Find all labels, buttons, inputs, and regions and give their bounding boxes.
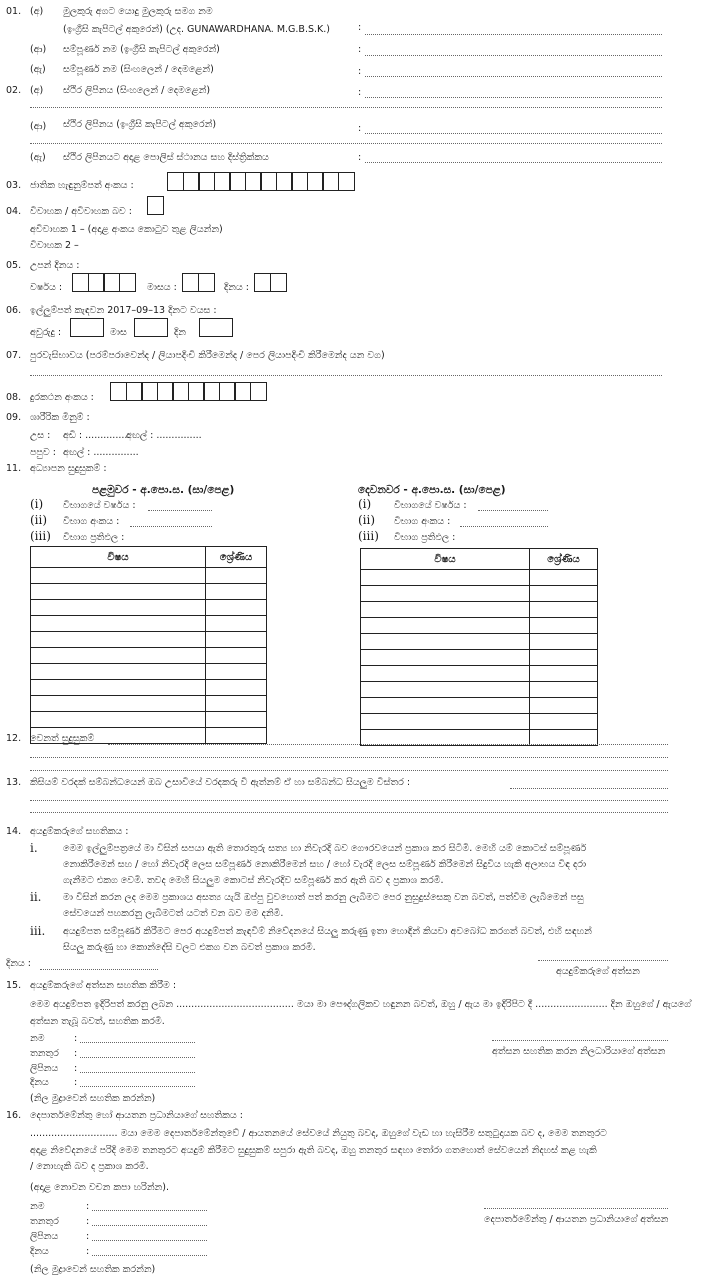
table-row[interactable]	[31, 568, 267, 584]
phone-boxes[interactable]	[110, 382, 265, 401]
section-02-b-marker: (ආ)	[30, 121, 47, 132]
dob-month-label: මාසය :	[147, 282, 177, 293]
first-results-table	[30, 546, 267, 744]
other-qualifications-field-line2[interactable]	[30, 757, 668, 758]
applicant-declaration-label: අයදුම්කරුගේ සහතිකය :	[30, 826, 129, 837]
section-02-number: 02.	[6, 85, 22, 96]
certifier-date-field[interactable]	[80, 1086, 195, 1087]
section-02-a-marker: (අ)	[30, 85, 44, 96]
table-row[interactable]	[31, 584, 267, 600]
grade-header: ශ්‍රේණිය	[530, 549, 598, 570]
head-certificate-label: දෙපාර්තමේන්තු හෝ ආයතන ප්‍රධානියාගේ සහතිකය :	[30, 1110, 243, 1121]
section-06-number: 06.	[6, 305, 22, 316]
age-months-label: මාස	[110, 327, 127, 338]
certifier-signature-line[interactable]	[492, 1040, 668, 1041]
other-qualifications-label: වෙනත් සුදුසුකම්	[30, 733, 95, 744]
table-row[interactable]	[361, 714, 598, 730]
table-row[interactable]	[31, 664, 267, 680]
table-row[interactable]	[361, 618, 598, 634]
first-attempt-title: පළමුවර - අ.පො.ස. (සා/පෙළ)	[92, 484, 235, 496]
marital-option-unmarried: අවිවාහක 1 – (අදාළ අංකය කොටුව තුළ ලියන්න)	[30, 224, 223, 235]
age-days-box[interactable]	[199, 318, 233, 337]
age-days-label: දින	[174, 327, 186, 338]
initials-name-sublabel: (ඉංග්‍රීසි කැපිටල් අකුරෙන්) (උද. GUNAWARDHANA. M.G.B.S.K.)	[63, 24, 330, 35]
marital-status-box[interactable]	[147, 196, 164, 215]
age-label: ඉල්ලුම්පත් කැඳවන 2017–09–13 දිනට වයස :	[30, 305, 217, 316]
table-row[interactable]	[361, 586, 598, 602]
address-sinhala-field[interactable]	[365, 97, 662, 98]
applicant-date-label: දිනය :	[6, 958, 31, 969]
head-signature-line[interactable]	[484, 1208, 668, 1209]
section-08-number: 08.	[6, 392, 22, 403]
dob-day-boxes[interactable]	[254, 273, 285, 292]
measurements-label: ශාරීරික මිනුම් :	[30, 412, 90, 423]
section-02-c-marker: (ඇ)	[30, 152, 46, 163]
full-name-sinhala-field[interactable]	[365, 76, 662, 77]
height-feet: අඩි : ...............	[63, 430, 131, 441]
head-name-field[interactable]	[92, 1210, 207, 1211]
first-index-field[interactable]	[130, 526, 212, 527]
section-04-number: 04.	[6, 206, 22, 217]
section-01-number: 01.	[6, 6, 22, 17]
full-name-sinhala-label: සම්පූර්ණ නම (සිංහලෙන් / දෙමළෙන්)	[63, 64, 214, 75]
citizenship-label: පුරවැසිභාවය (පරම්පරාවෙන්ද / ලියාපදිංචි කිරීමෙන්ද / පෙර ලියාපදිංචි කිරීමෙන්ද යන වග)	[30, 350, 385, 361]
dob-day-label: දිනය :	[224, 282, 249, 293]
police-station-label: ස්ථිර ලිපිනයට අදාළ පොලිස් ස්ථානය සහ දිස්ත්‍රික්කය	[63, 152, 269, 163]
table-row[interactable]	[31, 680, 267, 696]
section-07-number: 07.	[6, 350, 22, 361]
table-row[interactable]	[361, 602, 598, 618]
applicant-date-field[interactable]	[40, 969, 158, 970]
initials-name-label: මුලකුරු අගට යොදු මුලකුරු සමග නම	[63, 6, 213, 17]
age-years-label: අවුරුදු :	[30, 327, 62, 338]
head-signature-label: දෙපාර්තමේන්තු / ආයතන ප්‍රධානියාගේ අත්සන	[484, 1214, 669, 1225]
nic-boxes[interactable]	[167, 172, 353, 191]
convictions-field-line2[interactable]	[30, 800, 668, 801]
section-14-number: 14.	[6, 826, 22, 837]
section-13-number: 13.	[6, 777, 22, 788]
section-05-number: 05.	[6, 260, 22, 271]
table-row[interactable]	[31, 648, 267, 664]
second-result-label: විභාග ප්‍රතිඵල :	[394, 532, 456, 543]
table-row[interactable]	[31, 616, 267, 632]
second-attempt-title: දෙවනවර - අ.පො.ස. (සා/පෙළ)	[358, 484, 506, 496]
strike-note: (අදාළ නොවන වචන කපා හරින්න).	[30, 1182, 169, 1193]
marital-status-label: විවාහක / අවිවාහක බව :	[30, 206, 132, 217]
education-label: අධ්‍යාපන සුදුසුකම් :	[30, 463, 107, 474]
table-row[interactable]	[361, 634, 598, 650]
certifier-seal-note: (නිල මුද්‍රාවෙන් සහතික කරන්න)	[30, 1093, 156, 1104]
second-index-label: විභාග අංකය :	[394, 516, 451, 527]
head-date-field[interactable]	[92, 1255, 207, 1256]
first-result-label: විභාග ප්‍රතිඵල :	[63, 532, 125, 543]
table-row[interactable]	[361, 666, 598, 682]
signature-certification-label: අයදුම්කරුගේ අත්සන සහතික කිරීම :	[30, 980, 177, 991]
second-results-table	[360, 548, 598, 746]
phone-label: දුරකථන අංකය :	[30, 392, 94, 403]
second-year-label: විභාගයේ වර්ෂය :	[394, 500, 467, 511]
chest-label: පපුව :	[30, 447, 56, 458]
nic-label: ජාතික හැඳුනුම්පත් අංකය :	[30, 180, 134, 191]
section-03-number: 03.	[6, 180, 22, 191]
head-seal-note: (නිල මුද්‍රාවෙන් සහතික කරන්න)	[30, 1264, 156, 1275]
table-row[interactable]	[361, 682, 598, 698]
other-qualifications-field-line3[interactable]	[30, 770, 668, 771]
applicant-signature-label: අයදුම්කරුගේ අත්සන	[556, 966, 640, 977]
certifier-post-field[interactable]	[80, 1057, 195, 1058]
first-year-field[interactable]	[148, 510, 212, 511]
table-row[interactable]	[31, 696, 267, 712]
dob-year-boxes[interactable]	[72, 273, 134, 292]
table-row[interactable]	[361, 650, 598, 666]
table-row[interactable]	[31, 632, 267, 648]
full-name-english-field[interactable]	[365, 55, 662, 56]
address-sinhala-label: ස්ථිර ලිපිනය (සිංහලෙන් / දෙමළෙන්)	[63, 85, 211, 96]
head-post-field[interactable]	[92, 1225, 207, 1226]
convictions-field[interactable]	[510, 788, 668, 789]
other-qualifications-field[interactable]	[108, 744, 668, 745]
address-english-field[interactable]	[365, 133, 662, 134]
height-inches: අඟල් : ...............	[126, 430, 202, 441]
section-01-b-marker: (ආ)	[30, 44, 47, 55]
section-01-c-marker: (ඇ)	[30, 64, 46, 75]
certifier-signature-label: අත්සන සහතික කරන නිලධාරියාගේ අත්සන	[492, 1046, 666, 1057]
section-12-number: 12.	[6, 733, 22, 744]
convictions-field-line3[interactable]	[30, 812, 668, 813]
address-english-label: ස්ථිර ලිපිනය (ඉංග්‍රීසි කැපිටල් අකුරෙන්)	[63, 119, 217, 130]
section-15-number: 15.	[6, 980, 22, 991]
chest-inches: අඟල් : ...............	[63, 447, 139, 458]
section-01-a-marker: (අ)	[30, 6, 44, 17]
address-english-field-line2[interactable]	[30, 143, 662, 144]
height-label: උස :	[30, 430, 51, 441]
first-year-label: විභාගයේ වර්ෂය :	[63, 500, 136, 511]
table-row[interactable]	[361, 570, 598, 586]
grade-header: ශ්‍රේණිය	[206, 547, 267, 568]
second-index-field[interactable]	[460, 526, 548, 527]
certifier-address-field[interactable]	[80, 1072, 195, 1073]
citizenship-field[interactable]	[30, 375, 662, 376]
police-station-field[interactable]	[365, 162, 662, 163]
section-11-number: 11.	[6, 463, 22, 474]
subject-header: විෂය	[361, 549, 530, 570]
first-index-label: විභාග අංකය :	[63, 516, 120, 527]
age-months-box[interactable]	[134, 318, 168, 337]
dob-label: උපන් දිනය :	[30, 260, 80, 271]
dob-month-boxes[interactable]	[182, 273, 213, 292]
address-sinhala-field-line2[interactable]	[30, 107, 662, 108]
table-row[interactable]	[31, 600, 267, 616]
section-16-number: 16.	[6, 1110, 22, 1121]
applicant-signature-line[interactable]	[538, 960, 668, 961]
age-years-box[interactable]	[70, 318, 104, 337]
subject-header: විෂය	[31, 547, 206, 568]
table-row[interactable]	[31, 712, 267, 728]
table-row[interactable]	[361, 698, 598, 714]
dob-year-label: වර්ෂය :	[30, 282, 63, 293]
second-year-field[interactable]	[478, 510, 548, 511]
section-09-number: 09.	[6, 412, 22, 423]
full-name-english-label: සම්පූර්ණ නම (ඉංග්‍රීසි කැපිටල් අකුරෙන්)	[63, 44, 220, 55]
head-address-field[interactable]	[92, 1240, 207, 1241]
certifier-name-field[interactable]	[80, 1042, 195, 1043]
initials-name-field[interactable]	[365, 34, 662, 35]
marital-option-married: විවාහක 2 –	[30, 240, 79, 251]
convictions-label: කිසියම් වරදක් සම්බන්ධයෙන් ඔබ උසාවියේ වරදකරු වී ඇත්නම් ඒ හා සම්බන්ධ සියලුම විස්තර :	[30, 777, 411, 788]
